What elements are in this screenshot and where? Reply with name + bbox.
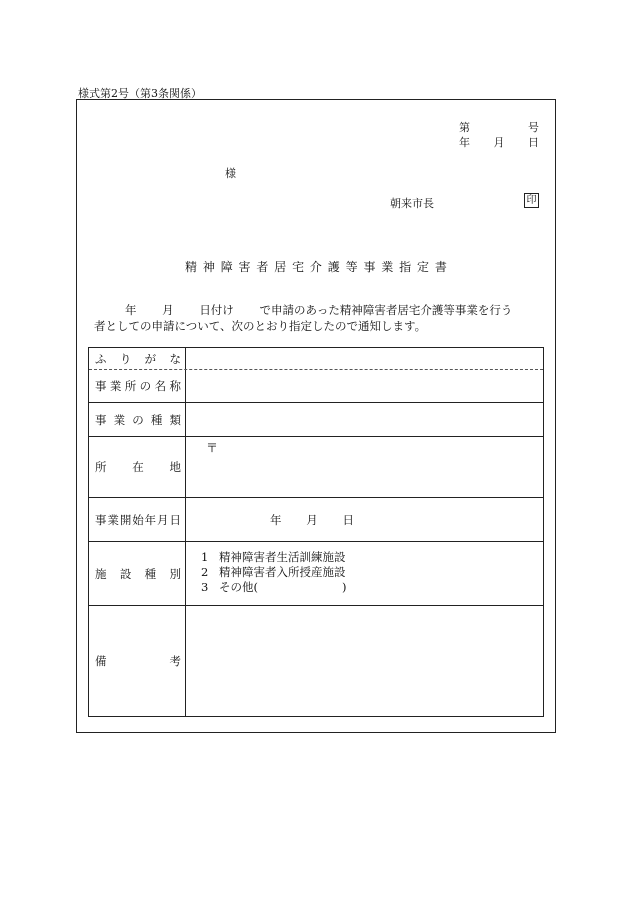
title-char: 業 [381,260,394,274]
label-char: り [119,351,132,366]
label-char: 種 [144,566,157,581]
body-month: 月 [162,303,174,317]
option-number: 3 [201,580,209,594]
label-char: 業 [109,379,122,393]
label-char: 事 [95,412,107,427]
title-char: 神 [202,260,215,274]
start-date-value [270,512,354,528]
row-remarks [89,606,543,716]
option-label: 精神障害者生活訓練施設 [219,550,346,564]
body-line-1-text: で申請のあった精神障害者居宅介護等事業を行う [259,303,513,317]
label-char: 所 [95,460,107,474]
title-char: 障 [220,260,233,274]
label-char: 類 [169,412,181,427]
remarks-field[interactable] [186,606,543,716]
label-char: 事 [95,379,107,393]
option-number: 2 [201,565,209,579]
label-char: 始 [132,512,144,527]
seal-mark: 印 [524,193,539,208]
label-char: 開 [119,512,132,527]
furigana-field[interactable] [186,348,543,369]
location-field[interactable] [186,437,543,497]
label-cell [89,542,186,605]
body-text-line-2: 者としての申請について、次のとおり指定したので通知します。 [94,319,427,333]
row-location [89,437,543,498]
label-cell [89,606,186,716]
label-remarks [95,653,181,669]
business-type-field[interactable] [186,403,543,436]
label-char: 種 [150,412,163,427]
title-char: 精 [185,260,198,274]
form-number: 様式第2号（第3条関係） [78,87,202,100]
label-furigana [95,351,181,367]
facility-option[interactable] [201,565,347,580]
title-char: 定 [416,260,429,274]
addressee-honorific: 様 [225,167,236,180]
document-date [459,134,539,150]
label-char: の [139,379,152,393]
designation-table [88,347,544,717]
doc-number-prefix: 第 [459,121,470,134]
start-date-field[interactable] [186,498,543,541]
label-start-date [95,512,181,528]
label-char: 名 [154,379,167,393]
start-date-year: 年 [270,512,282,527]
title-char: 宅 [292,260,305,274]
label-char: 日 [169,512,181,527]
start-date-month: 月 [306,512,318,527]
option-label: 精神障害者入所授産施設 [219,565,346,579]
label-cell [89,403,186,436]
label-char: 施 [95,566,107,581]
row-business-type [89,403,543,437]
title-char: 護 [327,260,340,274]
label-char: な [169,351,181,366]
label-char: 備 [95,654,107,668]
label-char: 設 [119,566,132,581]
label-facility-type [95,566,181,582]
label-char: 業 [107,512,119,527]
doc-date-month: 月 [493,136,505,149]
document-number [459,119,539,135]
doc-date-year: 年 [459,136,470,149]
option-number: 1 [201,550,209,564]
label-cell [89,437,186,497]
facility-type-field[interactable] [186,542,543,605]
title-char: 等 [345,260,358,274]
label-char: の [132,412,144,427]
label-cell [89,498,186,541]
issuer-name: 朝来市長 [390,197,434,210]
facility-options [201,550,347,595]
title-char: 書 [434,260,447,274]
doc-date-day: 日 [528,136,539,149]
row-furigana [89,348,543,370]
row-start-date [89,498,543,542]
facility-option[interactable] [201,580,347,595]
label-business-type [95,412,181,428]
label-char: 在 [132,460,144,474]
row-office-name [89,370,543,403]
label-char: 称 [169,379,181,393]
doc-number-suffix: 号 [528,121,539,134]
postal-mark-icon: 〒 [206,441,219,455]
label-office-name [95,378,181,394]
row-facility-type [89,542,543,606]
label-char: 所 [124,379,137,393]
label-location [95,459,181,475]
document-title [185,258,447,275]
label-char: 考 [169,654,181,668]
title-char: 指 [399,260,412,274]
option-close-paren: ) [342,580,347,594]
title-char: 害 [238,260,251,274]
body-year: 年 [125,303,137,317]
label-char: 事 [95,512,107,527]
label-char: 別 [169,566,181,581]
label-char: 年 [144,512,157,527]
body-date-suffix: 日付け [199,303,234,317]
facility-option[interactable] [201,550,347,565]
office-name-field[interactable] [186,370,543,402]
option-label: その他( [219,580,258,594]
label-char: ふ [95,351,107,366]
label-char: 業 [113,412,126,427]
title-char: 居 [274,260,287,274]
label-cell [89,370,186,402]
title-char: 介 [309,260,322,274]
label-char: 地 [169,460,181,474]
title-char: 事 [363,260,376,274]
label-cell [89,348,186,369]
label-char: 月 [157,512,169,527]
start-date-day: 日 [342,512,354,527]
body-text-line-1 [113,302,512,318]
title-char: 者 [256,260,269,274]
label-char: が [144,351,157,366]
